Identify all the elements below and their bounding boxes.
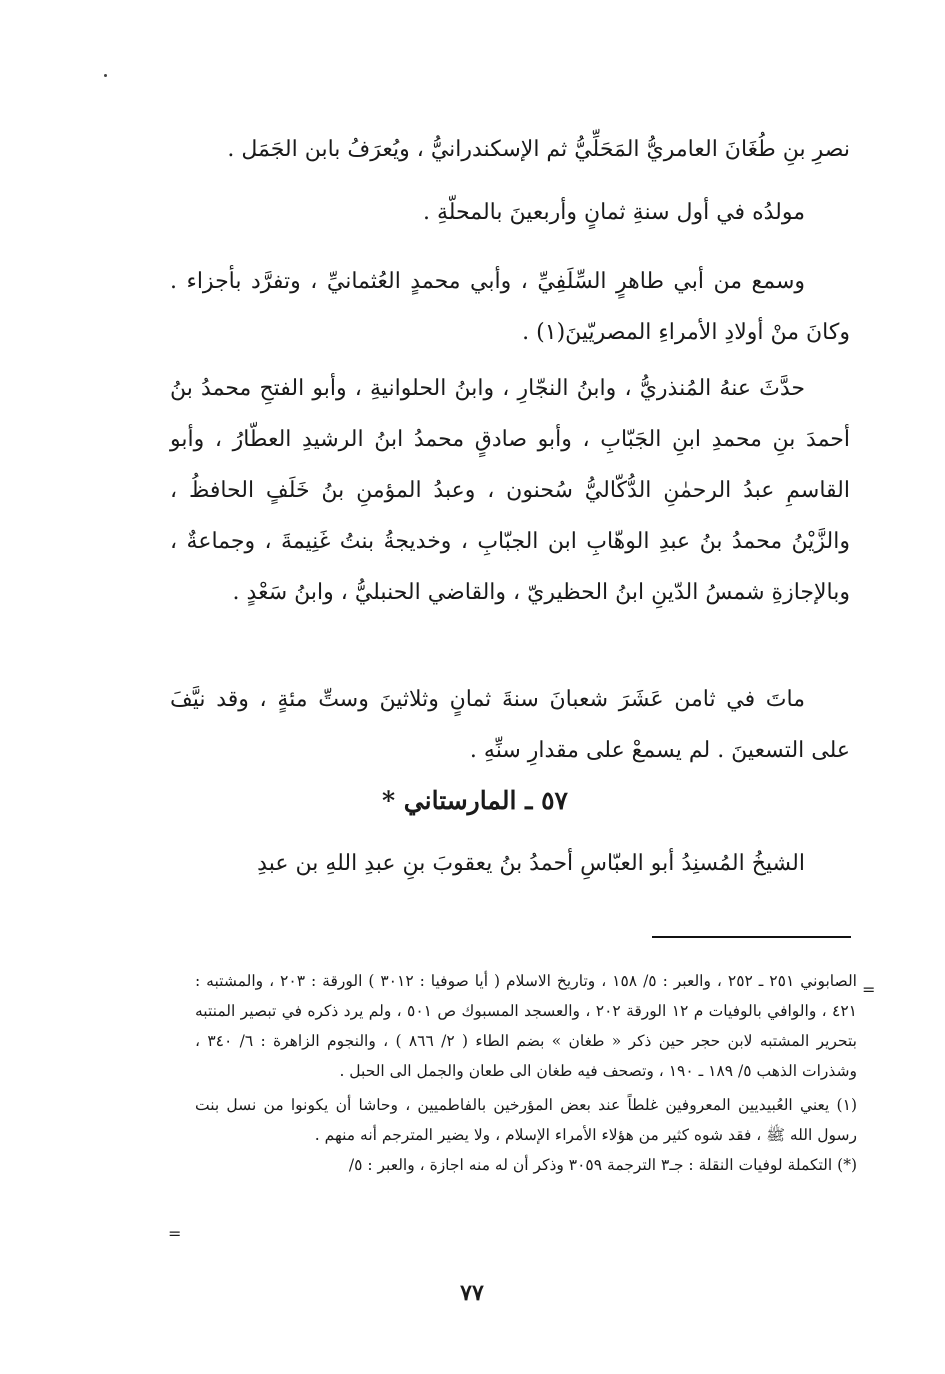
paragraph-5: ماتَ في ثامن عَشَرَ شعبانَ سنةَ ثمانٍ وثلاثينَ وستِّ مئةٍ ، وقد نيَّفَ على التسعينَ . لم يسمعْ على مقدارِ سنِّهِ . bbox=[170, 687, 850, 763]
paragraph-4: حدَّثَ عنهُ المُنذريُّ ، وابنُ النجّارِ ، وابنُ الحلوانيةِ ، وأبو الفتحِ محمدُ بنُ أحمدَ بنِ محمدِ ابنِ الجَبّابِ ، وأبو صادقٍ محمدُ ابنُ الرشيدِ العطّارُ ، وأبو القاسمِ عبدُ الرحمٰنِ الدُّكّاليُّ سُحنون ، وعبدُ المؤمنِ بنُ خَلَفٍ الحافظُ ، والزَّيْنُ محمدُ بنُ عبدِ الوهّابِ ابن الجبّابِ ، وخديجةُ بنتُ غَنِيمةَ ، وجماعةٌ ، وبالإجازةِ شمسُ الدّينِ ابنُ الحظيريّ ، والقاضي الحنبليُّ ، وابنُ سَعْدٍ . bbox=[170, 376, 850, 605]
paragraph-1: نصرِ بنِ طُغَانَ العامريُّ المَحَلِّيُّ ثم الإسكندرانيُّ ، ويُعرَفُ بابن الجَمَل . bbox=[227, 137, 850, 162]
paragraph-2: مولدُه في أول سنةِ ثمانٍ وأربعينَ بالمحلّةِ . bbox=[422, 200, 805, 225]
paragraph-3: وسمع من أبي طاهرٍ السِّلَفِيِّ ، وأبي محمدٍ العُثمانيِّ ، وتفرَّد بأجزاء . وكانَ منْ أولادِ الأمراءِ المصريّينَ(١) . bbox=[170, 269, 850, 345]
footnote-1: (١) يعني العُبيديين المعروفين غلطاً عند بعض المؤرخين بالفاطميين ، وحاشا أن يكونوا من نسل بنت رسول الله ﷺ ، فقد شوه كثير من هؤلاء الأمراء الإسلام ، ولا يضير المترجم أنه منهم . bbox=[195, 1096, 857, 1144]
footnote-continued: الصابوني ٢٥١ ـ ٢٥٢ ، والعبر : ٥/ ١٥٨ ، وتاريخ الاسلام ( أيا صوفيا : ٣٠١٢ ) الورقة : ٢٠٣ ، والمشتبه : ٤٢١ ، والوافي بالوفيات م ١٢ الورقة ٢٠٢ ، والعسجد المسبوك ص ٥٠١ ، ولم يرد ذكره في تبصير المنتبه بتحرير المشتبه لابن حجر حين ذكر « طغان » بضم الطاء ( ٢/ ٨٦٦ ) ، والنجوم الزاهرة : ٦/ ٣٤٠ ، وشذرات الذهب ٥/ ١٨٩ ـ ١٩٠ ، وتصحف فيه طغان الى طعان والجمل الى الحبل . bbox=[195, 972, 858, 1080]
footnotes bbox=[195, 966, 857, 1180]
scan-speck bbox=[104, 74, 107, 77]
entry-first-line: الشيخُ المُسنِدُ أبو العبّاسِ أحمدُ بنُ يعقوبَ بنِ عبدِ اللهِ بن عبدِ bbox=[257, 851, 805, 876]
entry-heading: ٥٧ ـ المارستاني * bbox=[382, 786, 568, 815]
page-number: ٧٧ bbox=[460, 1280, 484, 1306]
continues-mark: = bbox=[168, 1224, 182, 1243]
footnote-rule bbox=[652, 936, 851, 938]
footnote-star: (*) التكملة لوفيات النقلة : جـ٣ الترجمة ٣٠٥٩ وذكر أن له منه اجازة ، والعبر : ٥/ bbox=[348, 1156, 857, 1174]
continuation-mark: = bbox=[862, 980, 876, 999]
